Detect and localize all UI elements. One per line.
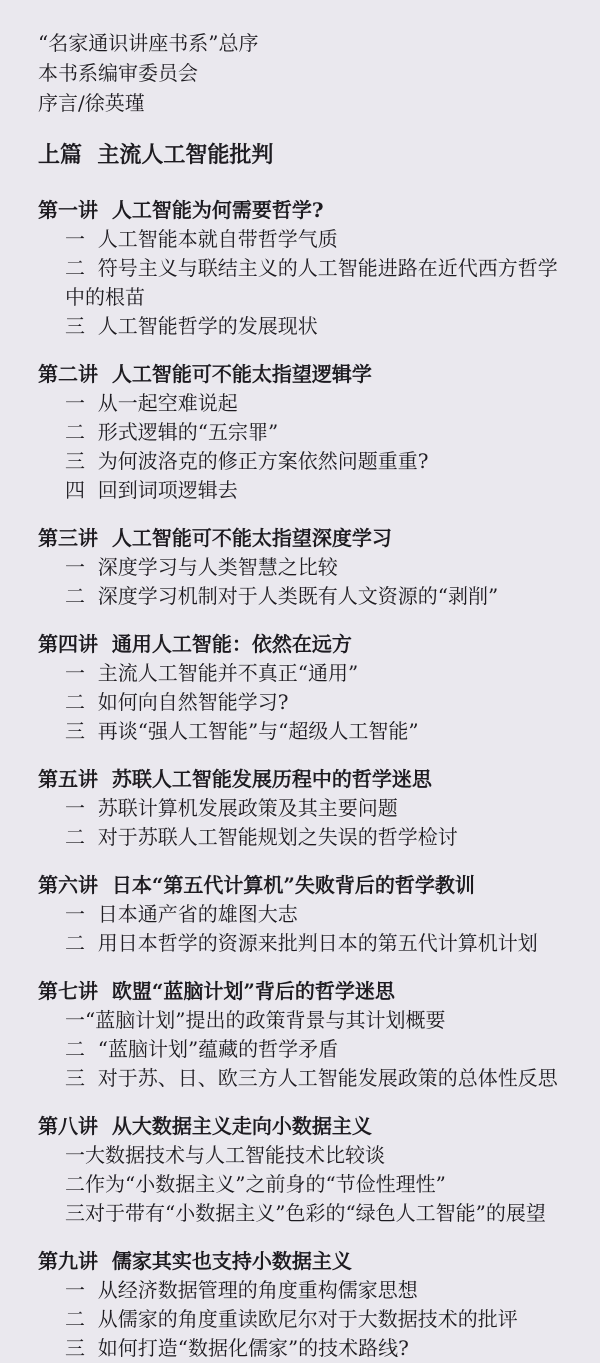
chapter-item: 一 深度学习与人类智慧之比较 [65,555,338,579]
chapter-3 [38,524,576,611]
chapter-item: 三 对于苏、日、欧三方人工智能发展政策的总体性反思 [65,1066,558,1090]
chapter-item: 一 人工智能本就自带哲学气质 [65,227,338,251]
chapter-item: 二 用日本哲学的资源来批判日本的第五代计算机计划 [65,931,538,955]
chapter-item: 四 回到词项逻辑去 [65,478,238,502]
front-matter-line-foreword: 序言/徐英瑾 [38,91,145,115]
chapter-1 [38,196,576,341]
chapter-item: 三 再谈“强人工智能”与“超级人工智能” [65,719,419,743]
chapter-item: 一 苏联计算机发展政策及其主要问题 [65,796,398,820]
chapter-item: 一 主流人工智能并不真正“通用” [65,661,359,685]
chapter-title: 第四讲 通用人工智能：依然在远方 [38,632,352,656]
front-matter-line-series-preface: “名家通识讲座书系”总序 [38,31,259,55]
chapter-2 [38,360,576,505]
chapter-item: 一“蓝脑计划”提出的政策背景与其计划概要 [65,1008,446,1032]
chapter-item: 三 人工智能哲学的发展现状 [65,314,318,338]
chapter-item: 三 如何打造“数据化儒家”的技术路线? [65,1336,409,1360]
chapter-item: 二 “蓝脑计划”蕴藏的哲学矛盾 [65,1037,339,1061]
chapter-item: 二 形式逻辑的“五宗罪” [65,420,279,444]
chapter-item: 一 从一起空难说起 [65,391,238,415]
chapter-item: 三 为何波洛克的修正方案依然问题重重? [65,449,429,473]
chapter-title: 第五讲 苏联人工智能发展历程中的哲学迷思 [38,767,432,791]
chapter-7 [38,977,576,1093]
chapter-item: 二作为“小数据主义”之前身的“节俭性理性” [65,1172,446,1196]
chapter-title: 第一讲 人工智能为何需要哲学? [38,198,324,222]
chapter-title: 第三讲 人工智能可不能太指望深度学习 [38,526,392,550]
chapter-6 [38,871,576,958]
chapter-item: 一大数据技术与人工智能技术比较谈 [65,1143,385,1167]
chapter-title: 第二讲 人工智能可不能太指望逻辑学 [38,362,372,386]
chapter-title: 第六讲 日本“第五代计算机”失败背后的哲学教训 [38,873,475,897]
chapter-title: 第八讲 从大数据主义走向小数据主义 [38,1114,372,1138]
chapter-item: 一 日本通产省的雄图大志 [65,902,298,926]
chapter-item: 一 从经济数据管理的角度重构儒家思想 [65,1278,418,1302]
front-matter [38,28,576,118]
chapter-item: 二 符号主义与联结主义的人工智能进路在近代西方哲学中的根苗 [65,256,558,309]
chapter-item: 三对于带有“小数据主义”色彩的“绿色人工智能”的展望 [65,1201,546,1225]
chapter-4 [38,630,576,746]
chapter-8 [38,1112,576,1228]
chapter-item: 二 从儒家的角度重读欧尼尔对于大数据技术的批评 [65,1307,518,1331]
chapter-9 [38,1247,576,1363]
chapter-5 [38,765,576,852]
chapter-title: 第九讲 儒家其实也支持小数据主义 [38,1249,352,1273]
part-title: 上篇 主流人工智能批判 [38,142,274,168]
chapter-item: 二 如何向自然智能学习? [65,690,289,714]
front-matter-line-editorial-committee: 本书系编审委员会 [38,61,198,85]
chapter-title: 第七讲 欧盟“蓝脑计划”背后的哲学迷思 [38,979,395,1003]
chapter-item: 二 深度学习机制对于人类既有人文资源的“剥削” [65,584,499,608]
chapter-item: 二 对于苏联人工智能规划之失误的哲学检讨 [65,825,458,849]
